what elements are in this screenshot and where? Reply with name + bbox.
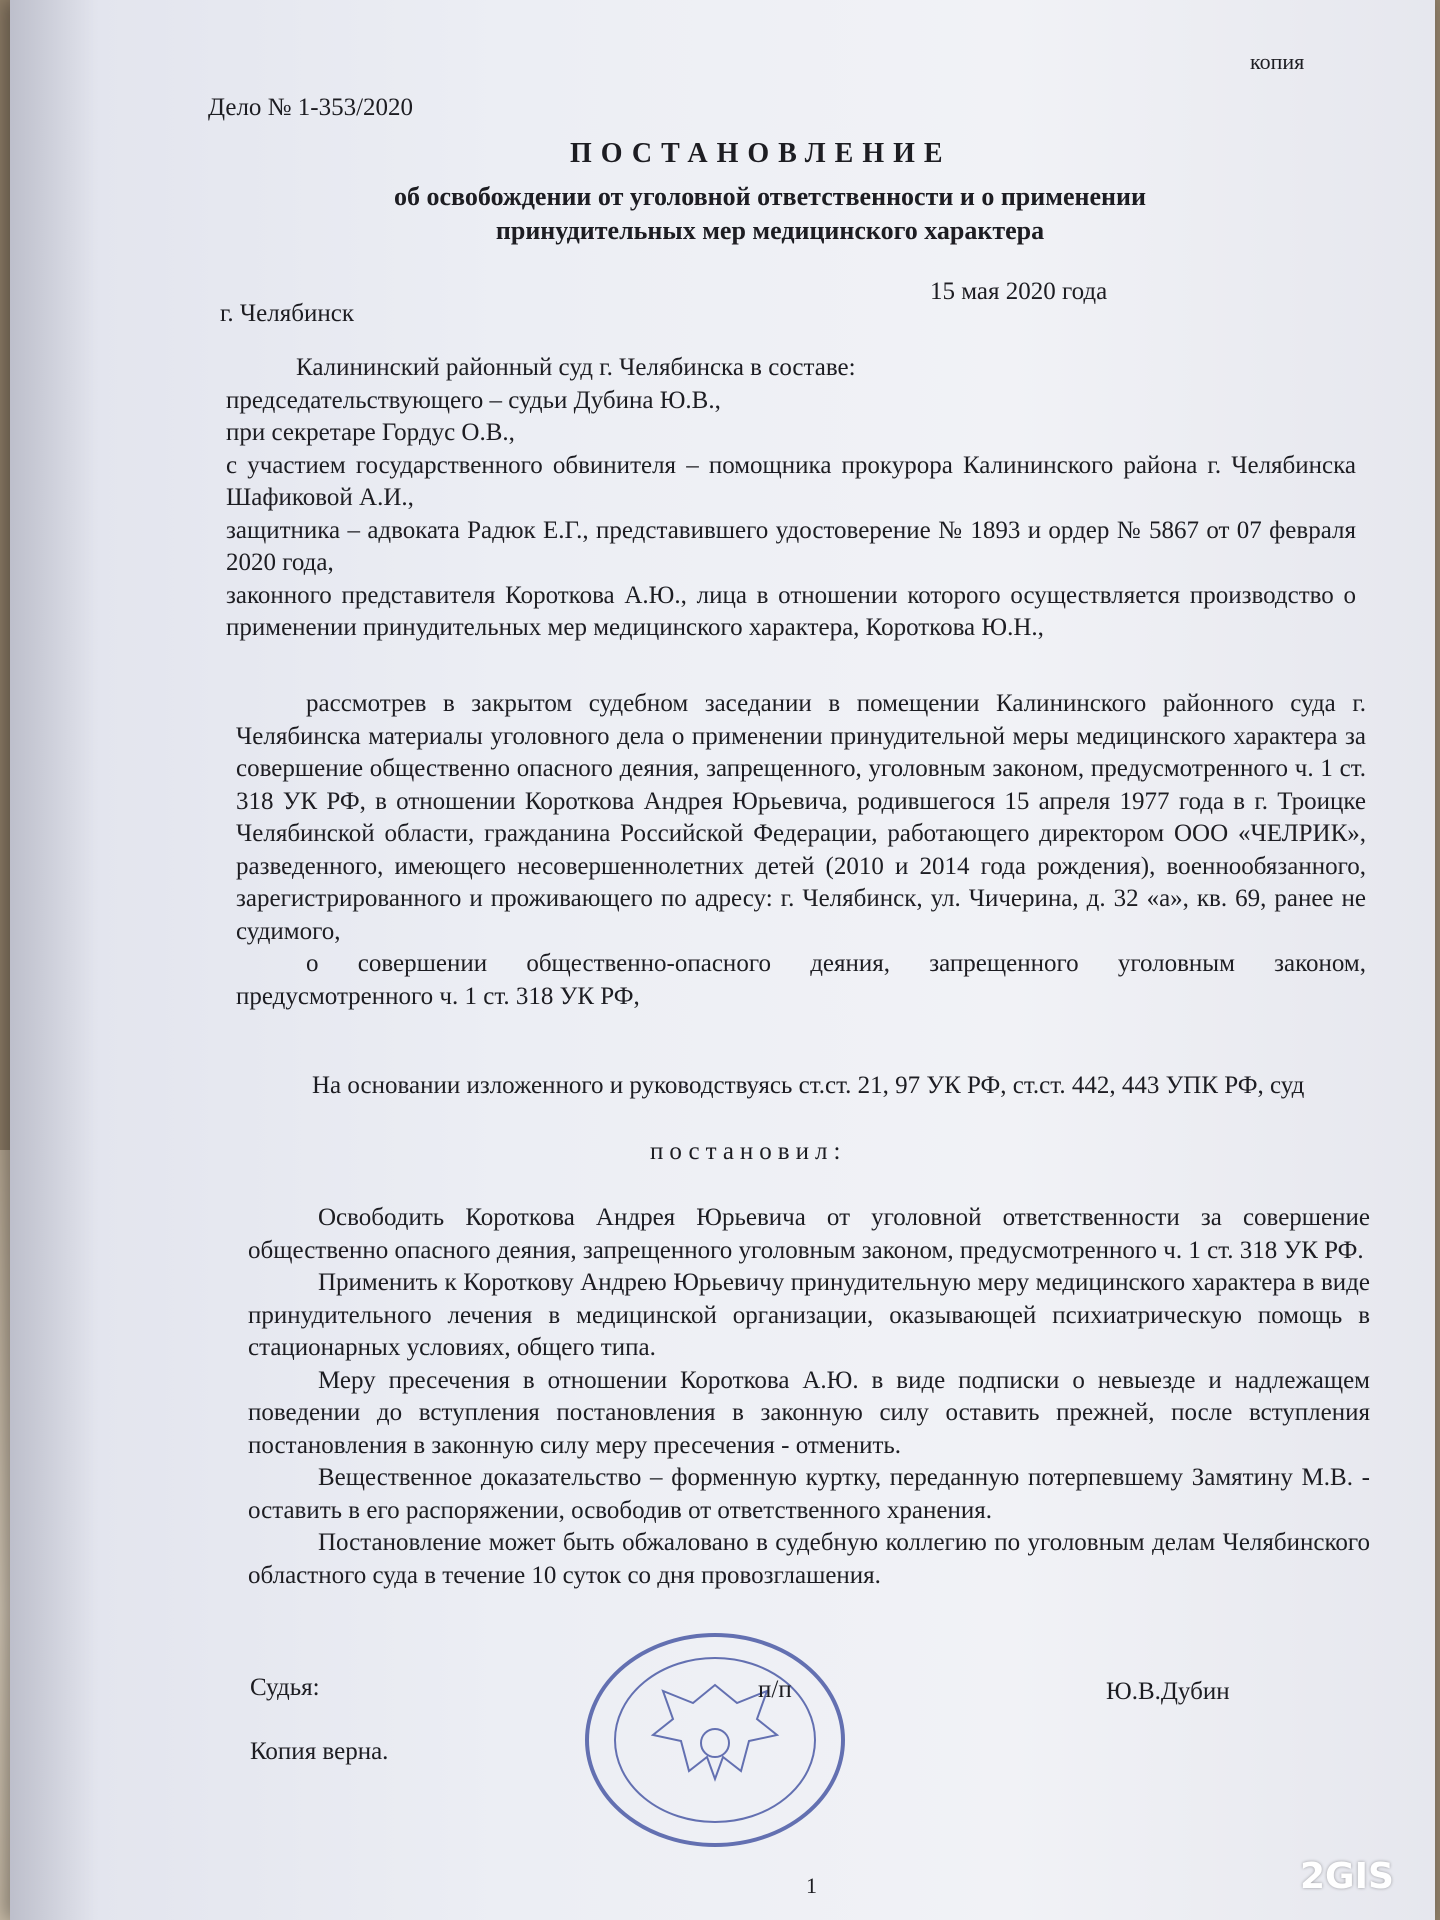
charge-text: о совершении общественно-опасного деяния, запрещенного уголовным законом, предусмотренного ч. 1 ст. 318 УК РФ, — [236, 950, 1366, 1010]
ruling-item: Постановление может быть обжаловано в судебную коллегию по уголовным делам Челябинского областного суда в течение 10 суток со дня провозглашения. — [248, 1529, 1370, 1589]
document-title: ПОСТАНОВЛЕНИЕ — [570, 138, 952, 169]
document-subtitle — [310, 180, 1230, 248]
composition-line: председательствующего – судьи Дубина Ю.В., — [226, 386, 721, 414]
subtitle-line-1: об освобождении от уголовной ответственности и о применении — [394, 182, 1146, 211]
page-number: 1 — [806, 1873, 817, 1898]
subtitle-line-2: принудительных мер медицинского характера — [495, 216, 1045, 245]
composition-line: при секретаре Гордус О.В., — [226, 419, 515, 446]
ruling-item: Применить к Короткову Андрею Юрьевичу принудительную меру медицинского характера в виде принудительного лечения в медицинской организации, оказывающей психиатрическую помощь в стационарных условиях, общего типа. — [248, 1269, 1370, 1361]
rulings — [248, 1202, 1370, 1592]
copy-certification: Копия верна. — [250, 1738, 389, 1765]
ruling-item: Меру пресечения в отношении Короткова А.Ю. в виде подписки о невыезде и надлежащем поведении до вступления постановления в законную силу оставить прежней, после вступления постановления в законную силу меру пресечения - отменить. — [248, 1366, 1370, 1459]
city: г. Челябинск — [220, 300, 354, 327]
page-shading — [10, 0, 100, 1920]
composition-line: Калининский районный суд г. Челябинска в составе: — [296, 354, 856, 381]
judge-label: Судья: — [250, 1674, 320, 1701]
judge-name: Ю.В.Дубин — [1106, 1678, 1230, 1705]
ruled-heading: постановил: — [650, 1138, 847, 1165]
composition-line: законного представителя Короткова А.Ю., лица в отношении которого осуществляется производство о применении принудительных мер медицинского характера, Короткова Ю.Н., — [226, 581, 1356, 641]
decision-date: 15 мая 2020 года — [930, 278, 1108, 305]
basis-paragraph: На основании изложенного и руководствуясь ст.ст. 21, 97 УК РФ, ст.ст. 442, 443 УПК РФ, суд — [312, 1072, 1305, 1099]
document-page — [10, 0, 1435, 1920]
court-seal-icon — [570, 1615, 860, 1855]
ruling-item: Вещественное доказательство – форменную куртку, переданную потерпевшему Замятину М.В. - оставить в его распоряжении, освободив от ответственного хранения. — [248, 1464, 1370, 1524]
considered-paragraph — [236, 688, 1366, 1013]
court-composition — [226, 352, 1356, 645]
case-number: Дело № 1-353/2020 — [208, 94, 414, 121]
considered-text: рассмотрев в закрытом судебном заседании в помещении Калининского районного суда г. Челябинска материалы уголовного дела о применении принудительной меры медицинского характера за совершение общественно опасного деяния, запрещенного, уголовным законом, предусмотренного ч. 1 ст. 318 УК РФ, в отношении Короткова Андрея Юрьевича, родившегося 15 апреля 1977 года в г. Троицке Челябинской области, гражданина Российской Федерации, работающего директором ООО «ЧЕЛРИК», разведенного, имеющего несовершеннолетних детей (2010 и 2014 года рождения), военнообязанного, зарегистрированного и проживающего по адресу: г. Челябинск, ул. Чичерина, д. 32 «а», кв. 69, ранее не судимого, — [236, 690, 1366, 945]
signed-mark: п/п — [758, 1676, 792, 1703]
composition-line: с участием государственного обвинителя – помощника прокурора Калининского района г. Челябинска Шафиковой А.И., — [226, 451, 1356, 511]
watermark-logo: 2GIS — [1300, 1856, 1394, 1897]
copy-mark: копия — [1250, 49, 1305, 74]
ruling-item: Освободить Короткова Андрея Юрьевича от уголовной ответственности за совершение общественно опасного деяния, запрещенного уголовным законом, предусмотренного ч. 1 ст. 318 УК РФ. — [248, 1204, 1370, 1264]
composition-line: защитника – адвоката Радюк Е.Г., представившего удостоверение № 1893 и ордер № 5867 от 07 февраля 2020 года, — [226, 516, 1356, 576]
